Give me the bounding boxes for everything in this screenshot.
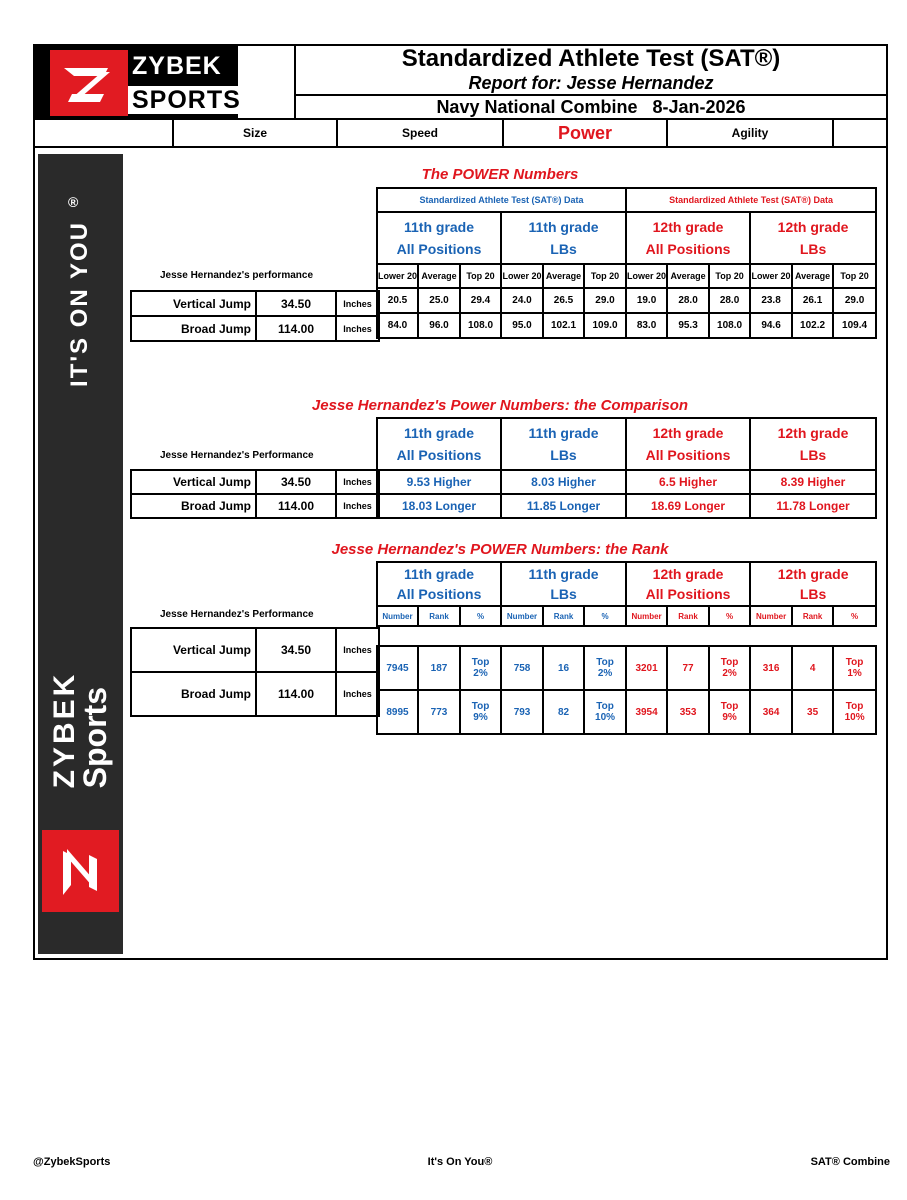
athlete-table xyxy=(130,627,380,717)
footer-handle: @ZybekSports xyxy=(33,1156,111,1168)
table-row: Broad Jump 114.00 Inches xyxy=(131,672,379,716)
group-header: 12th grade All Positions xyxy=(626,418,750,470)
group-header: 11th grade All Positions xyxy=(377,212,501,264)
sub-header: Average xyxy=(792,264,833,288)
sat-header-12: Standardized Athlete Test (SAT®) Data xyxy=(626,188,876,212)
sub-header: Lower 20 xyxy=(626,264,667,288)
z-logo-icon xyxy=(50,50,128,116)
sub-header: % xyxy=(709,606,750,626)
table-row: Vertical Jump 34.50 Inches xyxy=(131,470,379,494)
sat-header-11: Standardized Athlete Test (SAT®) Data xyxy=(377,188,626,212)
sidebar-brand xyxy=(38,640,123,820)
tab-speed[interactable]: Speed xyxy=(401,126,438,140)
table-row: 20.5 25.0 29.4 24.0 26.5 29.0 19.0 28.0 28.0 23.8 26.1 29.0 xyxy=(377,288,876,313)
sub-header: Average xyxy=(418,264,460,288)
sub-header: Top 20 xyxy=(460,264,501,288)
sidebar-tagline xyxy=(38,186,123,416)
group-header: 11th grade All Positions xyxy=(377,562,501,606)
header-line xyxy=(33,118,888,120)
rank-title: Jesse Hernandez's POWER Numbers: the Rank xyxy=(331,541,669,558)
group-header: 12th grade All Positions xyxy=(626,562,750,606)
athlete-table xyxy=(130,469,380,519)
comparison-table xyxy=(376,417,877,519)
sub-header: % xyxy=(460,606,501,626)
table-row: 9.53 Higher 8.03 Higher 6.5 Higher 8.39 Higher xyxy=(377,470,876,494)
group-header: 12th grade LBs xyxy=(750,418,876,470)
tab-size[interactable]: Size xyxy=(242,126,267,140)
group-header: 11th grade LBs xyxy=(501,212,626,264)
sat-data-table xyxy=(376,187,877,339)
group-header: 12th grade LBs xyxy=(750,562,876,606)
table-row: Vertical Jump 34.50 Inches xyxy=(131,291,379,316)
sub-header: % xyxy=(833,606,876,626)
sub-header: Lower 20 xyxy=(501,264,543,288)
numbers-title: The POWER Numbers xyxy=(421,166,579,183)
sub-header: Rank xyxy=(792,606,833,626)
logo-line2: SPORTS xyxy=(128,86,245,114)
sub-header: Average xyxy=(667,264,709,288)
group-header: 11th grade LBs xyxy=(501,418,626,470)
sub-header: Number xyxy=(626,606,667,626)
z-logo-icon xyxy=(42,830,119,912)
sub-header: Lower 20 xyxy=(750,264,792,288)
sub-header: % xyxy=(584,606,626,626)
sub-header: Rank xyxy=(667,606,709,626)
sub-header: Number xyxy=(501,606,543,626)
group-header: 12th grade All Positions xyxy=(626,212,750,264)
athlete-table xyxy=(130,290,380,342)
rank-table xyxy=(376,561,877,735)
header-line xyxy=(33,146,888,148)
tab-agility[interactable]: Agility xyxy=(731,126,769,140)
report-title: Standardized Athlete Test (SAT®) xyxy=(401,45,781,72)
registered-mark: ® xyxy=(68,194,79,210)
perf-label: Jesse Hernandez's Performance xyxy=(160,609,314,620)
sub-header: Number xyxy=(377,606,418,626)
table-row: 7945 187 Top 2% 758 16 Top 2% 3201 77 Top 2% 316 4 Top 1% xyxy=(377,646,876,690)
report-subject: Report for: Jesse Hernandez xyxy=(468,73,714,93)
footer-tagline: It's On You® xyxy=(427,1156,493,1168)
footer-combine: SAT® Combine xyxy=(810,1156,890,1168)
table-row: Vertical Jump 34.50 Inches xyxy=(131,628,379,672)
tab-power[interactable]: Power xyxy=(557,123,613,143)
table-row: 18.03 Longer 11.85 Longer 18.69 Longer 11.78 Longer xyxy=(377,494,876,518)
sub-header: Number xyxy=(750,606,792,626)
sub-header: Rank xyxy=(543,606,584,626)
sub-header: Top 20 xyxy=(584,264,626,288)
logo-line1: ZYBEK xyxy=(132,52,222,80)
group-header: 11th grade All Positions xyxy=(377,418,501,470)
side-logo-mark xyxy=(42,830,119,912)
cat-divider xyxy=(832,120,834,146)
comparison-title: Jesse Hernandez's Power Numbers: the Comparison xyxy=(311,397,689,414)
sub-header: Top 20 xyxy=(833,264,876,288)
sub-header: Average xyxy=(543,264,584,288)
table-row: 8995 773 Top 9% 793 82 Top 10% 3954 353 Top 9% 364 35 Top 10% xyxy=(377,690,876,734)
group-header: 11th grade LBs xyxy=(501,562,626,606)
side-brand-line1: ZYBEK xyxy=(48,671,81,789)
perf-label: Jesse Hernandez's performance xyxy=(160,270,314,281)
perf-label: Jesse Hernandez's Performance xyxy=(160,450,314,461)
logo-mark xyxy=(50,50,128,116)
table-row: Broad Jump 114.00 Inches xyxy=(131,494,379,518)
group-header: 12th grade LBs xyxy=(750,212,876,264)
table-row: 84.0 96.0 108.0 95.0 102.1 109.0 83.0 95.3 108.0 94.6 102.2 109.4 xyxy=(377,313,876,338)
sub-header: Lower 20 xyxy=(377,264,418,288)
sub-header: Rank xyxy=(418,606,460,626)
tagline-text: IT'S ON YOU xyxy=(66,221,93,387)
sub-header: Top 20 xyxy=(709,264,750,288)
side-brand-line2: Sports xyxy=(77,687,113,789)
event-name: Navy National Combine 8-Jan-2026 xyxy=(436,97,746,117)
table-row: Broad Jump 114.00 Inches xyxy=(131,316,379,341)
